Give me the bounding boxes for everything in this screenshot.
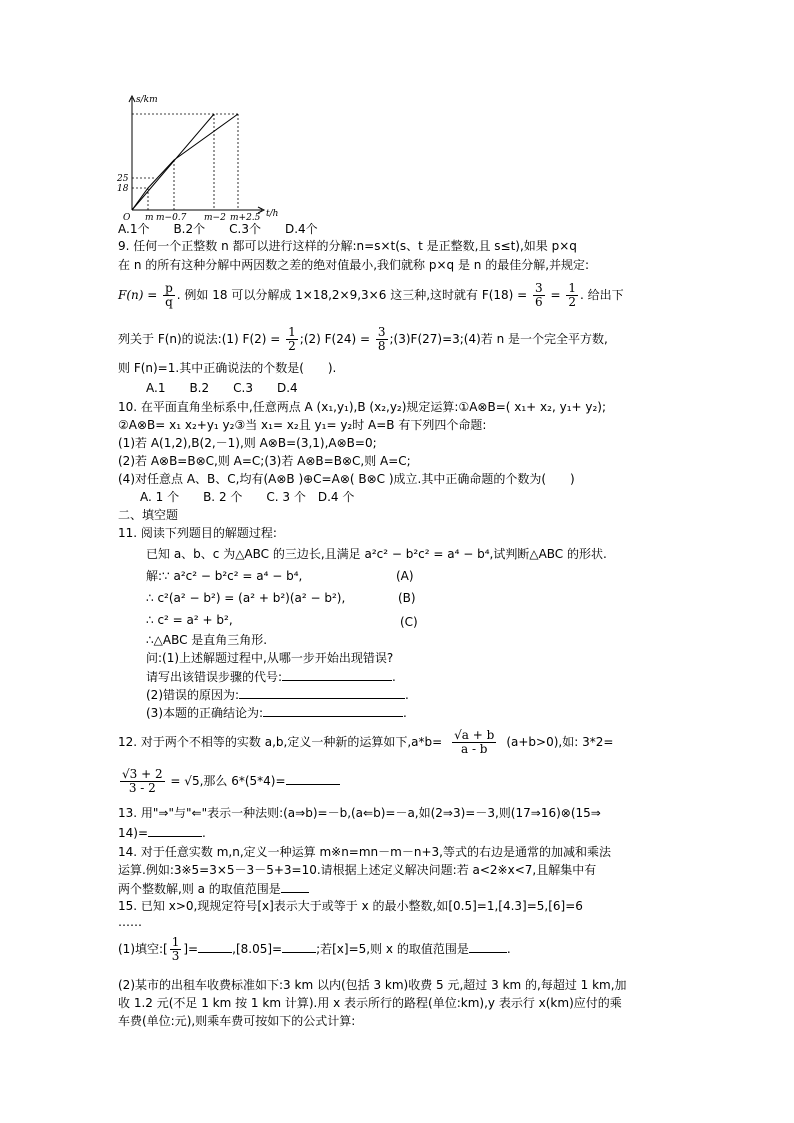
q10-options: A. 1 个 B. 2 个 C. 3 个 D.4 个 [140, 490, 355, 504]
q11-title: 11. 阅读下列题目的解题过程: [118, 526, 277, 540]
q11-blank-2[interactable] [239, 686, 405, 699]
q10-line4: (2)若 A⊗B=B⊗C,则 A=C;(3)若 A⊗B=B⊗C,则 A=C; [118, 454, 411, 468]
q11-ask1b: 请写出该错误步骤的代号: . [146, 670, 396, 684]
q9-line5: 则 F(n)=1.其中正确说法的个数是( ). [118, 361, 337, 375]
q11-ask1: 问:(1)上述解题过程中,从哪一步开始出现错误? [146, 651, 394, 665]
q11-conclusion: ∴△ABC 是直角三角形. [146, 633, 268, 647]
q13-line2: 14)= . [118, 826, 206, 840]
q14-line2: 运算.例如:3※5=3×5－3－5+3=10.请根据上述定义解决问题:若 a<2※x<7,且解集中有 [118, 863, 597, 877]
q15-p2-line1: (2)某市的出租车收费标准如下:3 km 以内(包括 3 km)收费 5 元,超过 3 km 的,每超过 1 km,加 [118, 978, 627, 992]
q8-options: A.1个 B.2个 C.3个 D.4个 [118, 222, 318, 236]
q9-line1: 9. 任何一个正整数 n 都可以进行这样的分解:n=s×t(s、t 是正整数,且 s≤t),如果 p×q [118, 239, 577, 253]
q10-line3: (1)若 A(1,2),B(2,－1),则 A⊗B=(3,1),A⊗B=0; [118, 436, 377, 450]
q14-blank[interactable] [281, 880, 309, 893]
q10-line2: ②A⊗B= x₁ x₂+y₁ y₂③当 x₁= x₂且 y₁= y₂时 A=B 有下列四个命题: [118, 418, 487, 432]
q11-ask3: (3)本题的正确结论为: . [146, 706, 407, 720]
q14-line1: 14. 对于任意实数 m,n,定义一种运算 m※n=mn－m－n+3,等式的右边是通常的加减和乘法 [118, 845, 611, 859]
q9-line2: 在 n 的所有这种分解中两因数之差的绝对值最小,我们就称 p×q 是 n 的最佳分解,并规定: [118, 258, 590, 272]
q15-blank-1[interactable] [198, 940, 232, 953]
q15-frac-1-3: $\frac{1}{3}$ [171, 935, 180, 963]
x-tick-m: m [145, 213, 154, 222]
section-fill-in: 二、填空题 [118, 508, 179, 522]
q11-blank-3[interactable] [263, 704, 403, 717]
dotted-guides [132, 114, 238, 210]
q11-tag-c: (C) [400, 615, 418, 629]
q12-line1: 12. 对于两个不相等的实数 a,b,定义一种新的运算如下,a*b= $\frac{√a + b}{a - b}$ (a+b>0),如: 3*2= [118, 728, 614, 756]
y-tick-25: 25 [117, 174, 129, 184]
q9-frac-3-6: $\frac{3}{6}$ [535, 281, 543, 309]
x-axis-label: t/h [266, 209, 279, 219]
axes [129, 96, 264, 213]
origin-label: O [123, 213, 131, 222]
x-tick-m-2: m−2 [204, 213, 226, 222]
distance-time-graph [112, 92, 282, 222]
q9-frac-1-2: $\frac{1}{2}$ [568, 281, 577, 309]
y-tick-18: 18 [117, 184, 129, 194]
q11-tag-b: (B) [398, 591, 416, 605]
q10-line5: (4)对任意点 A、B、C,均有(A⊗B )⊕C=A⊗( B⊗C )成立.其中正确命题的个数为( ) [118, 472, 575, 486]
q9-frac-f24: $\frac{3}{8}$ [377, 325, 386, 353]
q11-blank-1[interactable] [282, 668, 392, 681]
q11-tag-a: (A) [396, 569, 414, 583]
q9-options: A.1 B.2 C.3 D.4 [146, 381, 298, 395]
q10-line1: 10. 在平面直角坐标系中,任意两点 A (x₁,y₁),B (x₂,y₂)规定运算:①A⊗B=( x₁+ x₂, y₁+ y₂); [118, 400, 607, 414]
q11-ask2: (2)错误的原因为: . [146, 688, 409, 702]
q15-line2: …… [118, 915, 142, 929]
y-axis-label: s/km [136, 95, 158, 105]
q9-Fn: F(n) = [118, 288, 162, 302]
q15-blank-2[interactable] [282, 940, 316, 953]
x-tick-m+2.5: m+2.5 [230, 213, 261, 222]
q9-frac-f2: $\frac{1}{2}$ [288, 325, 296, 353]
x-tick-m-0.7: m−0.7 [156, 213, 187, 222]
q11-step-c: ∴ c² = a² + b², [146, 613, 233, 627]
travel-lines [132, 114, 238, 210]
q9-frac-pq: $\frac{p}{q}$ [165, 281, 173, 309]
q15-fill: (1)填空:[ $\frac{1}{3}$ ]= ,[8.05]= ;若[x]=5,则 x 的取值范围是 . [118, 935, 511, 963]
q15-p2-line3: 车费(单位:元),则乘车费可按如下的公式计算: [118, 1014, 356, 1028]
q9-line3: F(n) = $\frac{p}{q}$ . 例如 18 可以分解成 1×18,2×9,3×6 这三种,这时就有 F(18) = $\frac{3}{6}$ = $\frac{1}{2}$ . 给出下 [118, 281, 624, 309]
q9-line4: 列关于 F(n)的说法:(1) F(2) = $\frac{1}{2}$ ;(2) F(24) = $\frac{3}{8}$ ;(3)F(27)=3;(4)若 n 是一个完全平方数, [118, 325, 608, 353]
q13-blank[interactable] [148, 824, 202, 837]
q11-given: 已知 a、b、c 为△ABC 的三边长,且满足 a²c² − b²c² = a⁴ − b⁴,试判断△ABC 的形状. [146, 547, 607, 561]
q13-line1: 13. 用"⇒"与"⇐"表示一种法则:(a⇒b)=－b,(a⇐b)=－a,如(2⇒3)=－3,则(17⇒16)⊗(15⇒ [118, 806, 601, 820]
q15-line1: 15. 已知 x>0,现规定符号[x]表示大于或等于 x 的最小整数,如[0.5]=1,[4.3]=5,[6]=6 [118, 899, 583, 913]
q12-example-frac: $\frac{√3 + 2}{3 - 2}$ [122, 767, 163, 795]
q14-line3: 两个整数解,则 a 的取值范围是 [118, 880, 309, 897]
q12-line2: $\frac{√3 + 2}{3 - 2}$ = √5,那么 6*(5*4)= [118, 766, 340, 796]
q12-blank[interactable] [286, 772, 340, 785]
q15-p2-line2: 收 1.2 元(不足 1 km 按 1 km 计算).用 x 表示所行的路程(单位:km),y 表示行 x(km)应付的乘 [118, 996, 622, 1010]
q11-step-a: 解:∵ a²c² − b²c² = a⁴ − b⁴, [146, 569, 303, 583]
q11-step-b: ∴ c²(a² − b²) = (a² + b²)(a² − b²), [146, 591, 346, 605]
q15-blank-3[interactable] [469, 940, 507, 953]
q12-def-frac: $\frac{√a + b}{a - b}$ [454, 728, 495, 756]
